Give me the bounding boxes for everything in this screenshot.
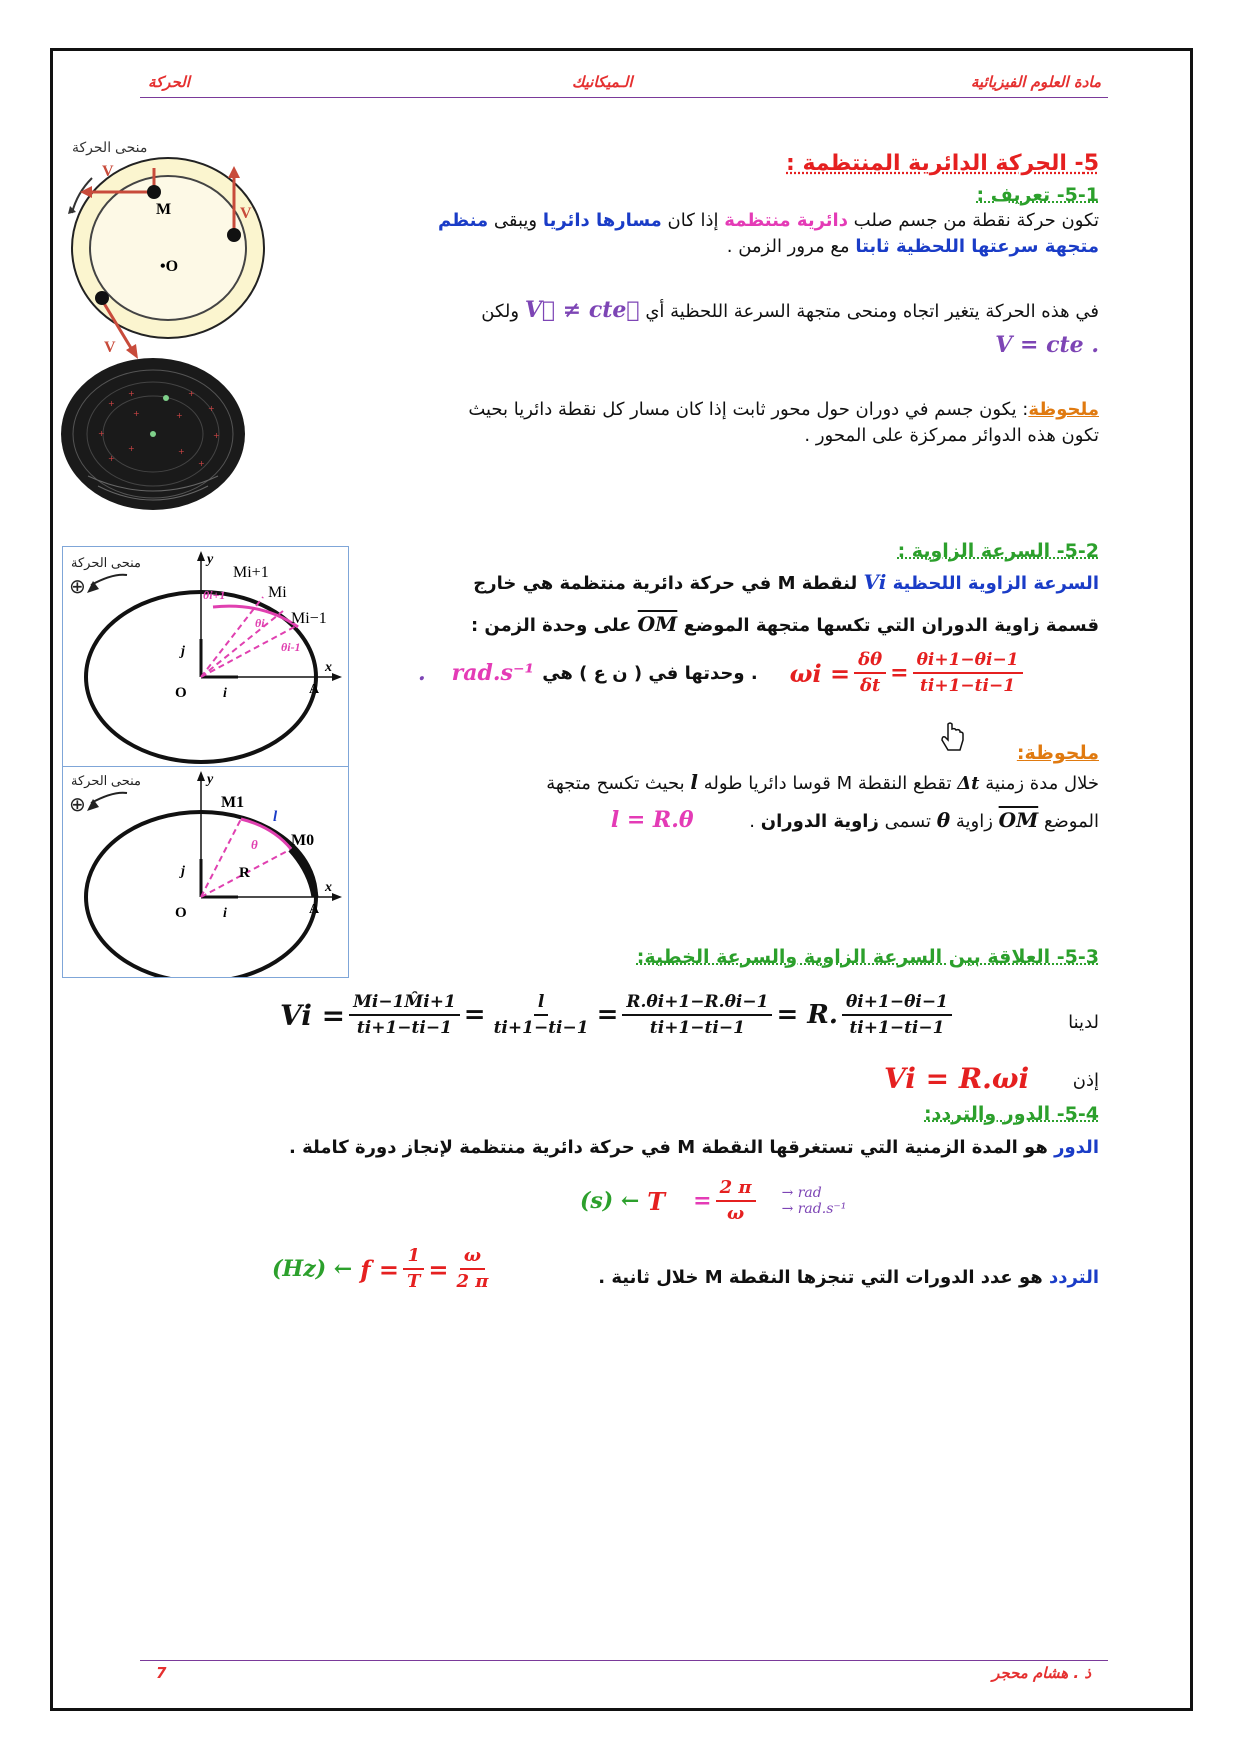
angular-velocity-unit: rad.s⁻¹ — [451, 660, 535, 686]
page-number: 7 — [156, 1664, 167, 1682]
note-line-2: تكون هذه الدوائر ممركزة على المحور . — [804, 425, 1099, 446]
svg-text:x: x — [325, 880, 332, 895]
svg-text:l: l — [273, 809, 278, 825]
section-5-1-title: 5-1- تعريف : — [976, 184, 1099, 206]
note-line-1: ملحوظة: يكون جسم في دوران حول محور ثابت إذا كان مسار كل نقطة دائريا بحيث — [468, 399, 1099, 420]
angular-velocity-figure — [62, 546, 349, 768]
svg-text:V: V — [104, 339, 116, 356]
linear-velocity-result: Vi = R.ωi — [884, 1062, 1030, 1095]
section-5-3-title: 5-3- العلاقة بين السرعة الزاوية والسرعة الخطية: — [636, 946, 1099, 968]
fig1-m: M — [156, 201, 172, 218]
section-5-title: 5- الحركة الدائرية المنتظمة : — [786, 151, 1099, 176]
angular-velocity-formula: . rad.s⁻¹ . وحدتها في ( ن ع ) هي ωi = $\frac{\delta\theta}{\delta t}$ = $\frac{\theta i+1-\theta i-1}{ti+1-ti-1}$ — [418, 648, 1027, 698]
svg-text:+: + — [176, 411, 183, 420]
rotating-disc-figure — [58, 356, 248, 511]
svg-text:M1: M1 — [221, 794, 245, 811]
linear-angular-relation: Vi = $\frac{Mi-1M̂i+1}{ti+1-ti-1}$ = $\frac{l}{ti+1-ti-1}$ = $\frac{R.\theta i+1-R.\theta i-1}{ti+1-ti-1}$ = R. $\frac{\theta i+1-\theta i-1}{ti+1-ti-1}$ — [280, 990, 956, 1040]
rotation-angle-figure — [62, 766, 349, 978]
note-2-label: ملحوظة: — [1016, 742, 1099, 764]
definition-line-2: متجهة سرعتها اللحظية ثابتا مع مرور الزمن . — [726, 236, 1099, 257]
svg-text:+: + — [198, 459, 205, 468]
svg-text:x: x — [325, 660, 332, 675]
note-2-line-2: الموضع OM زاوية θ تسمى زاوية الدوران . l = R.θ — [610, 807, 1099, 833]
svg-text:j: j — [181, 644, 185, 659]
svg-text:O: O — [175, 905, 187, 921]
period-formula: (s) ← T = $\frac{2 \pi}{\omega}$ → rad → rad.s⁻¹ — [580, 1177, 847, 1224]
svg-text:A: A — [309, 902, 320, 917]
svg-text:+: + — [108, 454, 115, 463]
svg-text:Mi−1: Mi−1 — [291, 610, 327, 627]
svg-text:y: y — [207, 552, 214, 567]
frequency-formula: (Hz) ← f = $\frac{1}{T}$ = $\frac{\omega}{2 \pi}$ — [272, 1245, 489, 1292]
header-subject: مادة العلوم الفيزيائية — [970, 73, 1101, 91]
definition-line-1: تكون حركة نقطة من جسم صلب دائرية منتظمة إذا كان مسارها دائريا ويبقى منظم — [438, 210, 1099, 231]
svg-text:θi+1: θi+1 — [203, 588, 226, 602]
section-5-2-title: 5-2- السرعة الزاوية : — [897, 540, 1099, 562]
svg-text:i: i — [223, 686, 227, 701]
angular-velocity-line-1: السرعة الزاوية اللحظية Vi لنقطة M في حركة دائرية منتظمة هي خارج — [473, 570, 1099, 594]
note-2-line-1: خلال مدة زمنية Δt تقطع النقطة M قوسا دائريا طوله l بحيث تكسح متجهة — [546, 770, 1099, 794]
footer-author: ذ . هشام محجر — [992, 1664, 1091, 1682]
svg-text:θi-1: θi-1 — [281, 640, 301, 654]
svg-text:منحى الحركة: منحى الحركة — [71, 773, 142, 788]
header-chapter: الحركة — [148, 73, 190, 91]
circular-motion-figure — [62, 138, 282, 360]
hand-pointer-icon — [938, 722, 966, 754]
svg-text:+: + — [213, 431, 220, 440]
svg-text:θi: θi — [255, 616, 265, 630]
svg-text:O: O — [175, 685, 187, 701]
header-unit: الـميكانيك — [572, 73, 633, 91]
fig1-v-top: V — [102, 163, 114, 180]
definition-line-3: في هذه الحركة يتغير اتجاه ومنحى متجهة السرعة اللحظية أي V⃗ ≠ cte⃗ ولكن — [481, 297, 1099, 323]
svg-text:R: R — [239, 865, 250, 881]
svg-text:⊕: ⊕ — [69, 792, 86, 816]
svg-text:θ: θ — [251, 837, 258, 852]
period-definition: الدور هو المدة الزمنية التي تستغرقها النقطة M في حركة دائرية منتظمة لإنجاز دورة كاملة . — [289, 1137, 1099, 1158]
svg-text:Mi: Mi — [268, 584, 287, 601]
svg-text:+: + — [128, 444, 135, 453]
svg-text:j: j — [181, 864, 185, 879]
svg-text:+: + — [133, 409, 140, 418]
given-label: لدينا — [1068, 1012, 1099, 1033]
fig1-trajectory-label: منحى الحركة — [72, 139, 148, 155]
section-5-4-title: 5-4- الدور والتردد: — [924, 1103, 1099, 1125]
v-constant: . V = cte — [995, 332, 1099, 358]
svg-text:+: + — [178, 447, 185, 456]
svg-text:+: + — [128, 389, 135, 398]
svg-text:y: y — [207, 772, 214, 787]
svg-text:+: + — [98, 429, 105, 438]
svg-text:+: + — [208, 404, 215, 413]
footer-divider — [140, 1660, 1108, 1661]
svg-text:منحى الحركة: منحى الحركة — [71, 555, 142, 570]
svg-text:M0: M0 — [291, 832, 315, 849]
header-divider — [140, 97, 1108, 98]
svg-text:⊕: ⊕ — [69, 574, 86, 598]
then-label: إذن — [1072, 1070, 1099, 1091]
svg-text:Mi+1: Mi+1 — [233, 564, 269, 581]
svg-text:+: + — [188, 389, 195, 398]
angular-velocity-line-2: قسمة زاوية الدوران التي تكسها متجهة الموضع OM على وحدة الزمن : — [470, 612, 1099, 636]
svg-text:V: V — [240, 205, 252, 222]
frequency-definition: التردد هو عدد الدورات التي تنجزها النقطة M خلال ثانية . — [598, 1267, 1099, 1288]
svg-text:i: i — [223, 906, 227, 921]
svg-text:A: A — [309, 682, 320, 697]
fig1-o: •O — [160, 258, 179, 275]
svg-text:+: + — [108, 399, 115, 408]
